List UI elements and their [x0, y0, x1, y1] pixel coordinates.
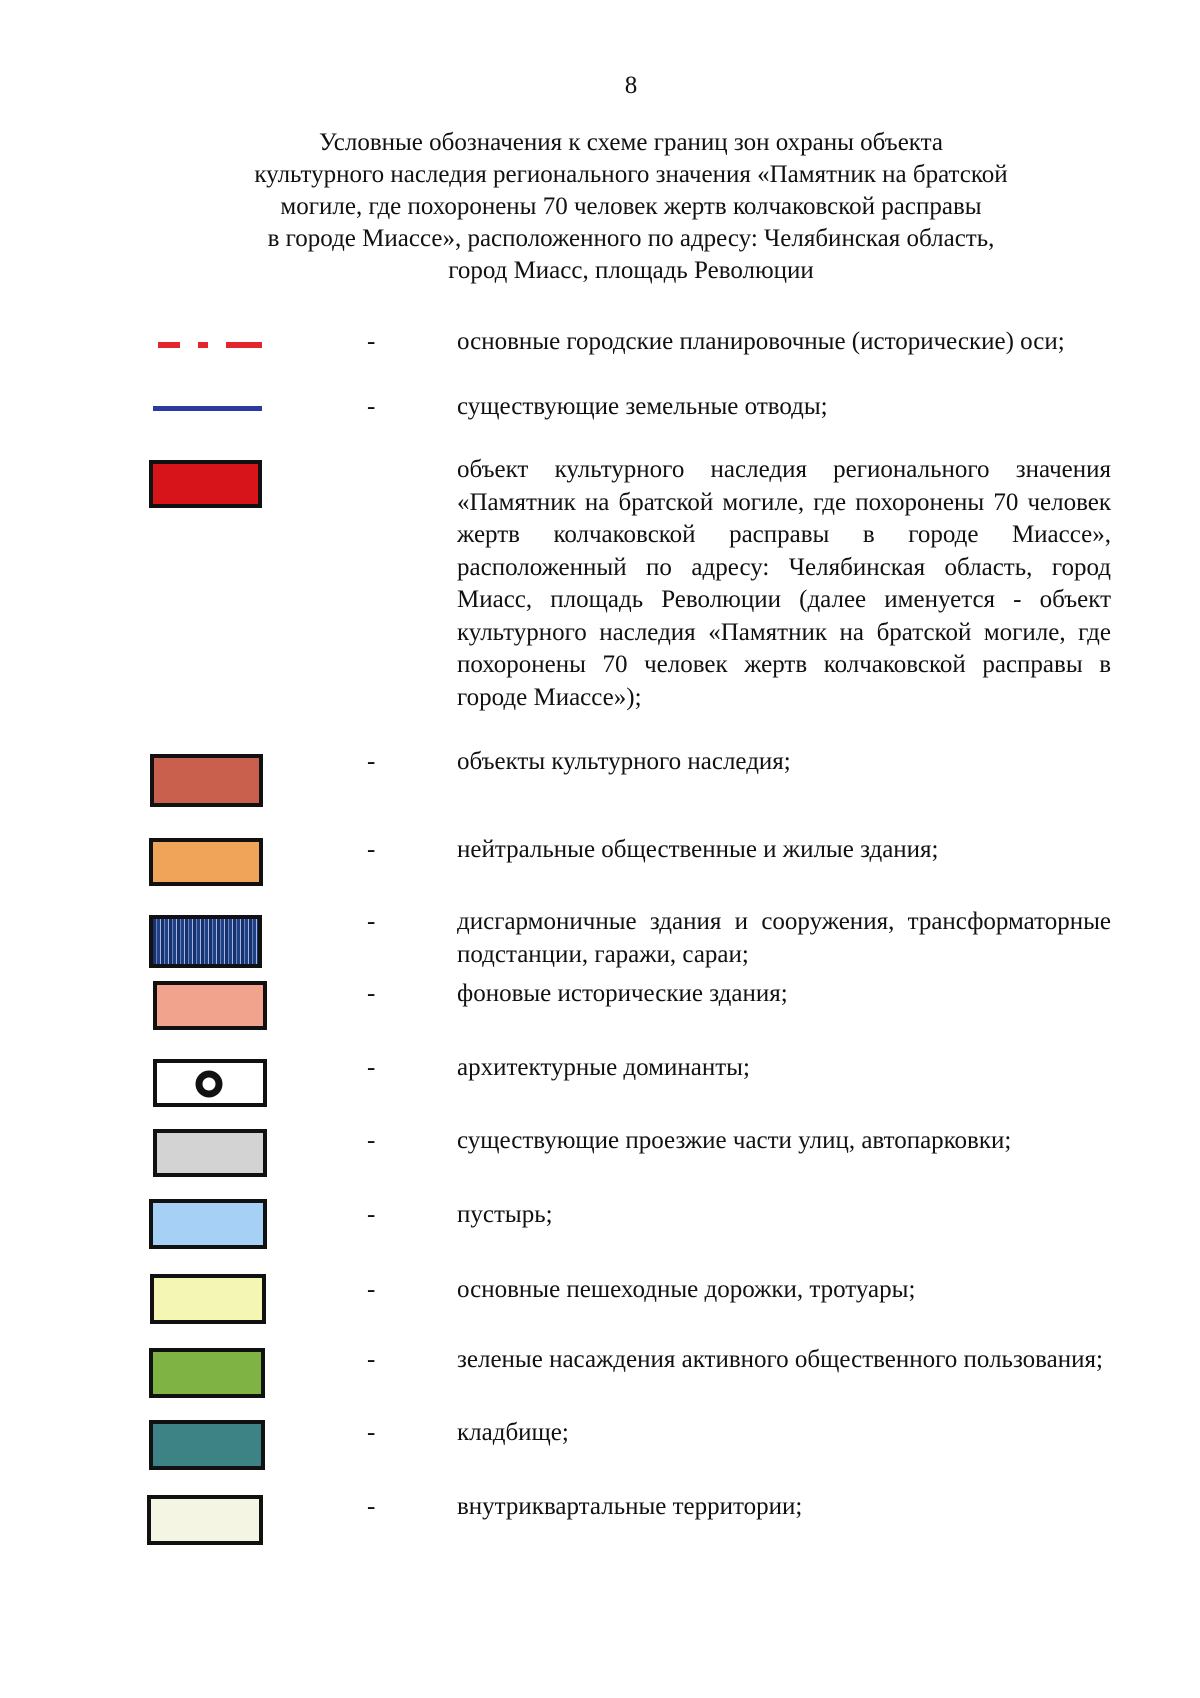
page-number: 8 [624, 72, 638, 99]
dominant-box-symbol [153, 1059, 267, 1107]
separator-dash: - [367, 1054, 376, 1081]
legend-text: основные городские планировочные (исторические) оси; [457, 328, 1065, 355]
legend-text: зеленые насаждения активного общественного пользования; [457, 1346, 1103, 1373]
title-line: Условные обозначения к схеме границ зон охраны объекта [319, 129, 943, 156]
separator-dash: - [367, 1493, 376, 1520]
title-line: город Миасс, площадь Революции [448, 257, 814, 284]
separator-dash: - [367, 1201, 376, 1228]
circle-icon [194, 1069, 224, 1099]
legend-text: фоновые исторические здания; [457, 980, 788, 1007]
legend-text: нейтральные общественные и жилые здания; [457, 836, 939, 863]
light-blue-box-symbol [149, 1199, 267, 1249]
light-yellow-box-symbol [150, 1274, 266, 1324]
separator-dash: - [367, 1127, 376, 1154]
separator-dash: - [367, 328, 376, 355]
orange-box-symbol [149, 838, 263, 886]
legend-text: пустырь; [457, 1201, 553, 1228]
legend-text: основные пешеходные дорожки, тротуары; [457, 1276, 916, 1303]
separator-dash: - [367, 1419, 376, 1446]
green-box-symbol [149, 1348, 265, 1398]
title-line: могиле, где похоронены 70 человек жертв колчаковской расправы [280, 193, 982, 220]
cream-box-symbol [147, 1495, 263, 1545]
teal-box-symbol [149, 1420, 265, 1470]
brick-box-symbol [150, 754, 263, 807]
legend-text: внутриквартальные территории; [457, 1493, 803, 1520]
separator-dash: - [367, 393, 376, 420]
separator-dash: - [367, 748, 376, 775]
blue-striped-box-symbol [149, 915, 262, 968]
blue-line-symbol [153, 406, 262, 411]
legend-text: архитектурные доминанты; [457, 1054, 750, 1081]
red-dash-dot-line-symbol [155, 340, 265, 350]
document-title [150, 127, 1112, 287]
legend-text: кладбище; [457, 1419, 569, 1446]
separator-dash: - [367, 908, 376, 935]
title-line: в городе Миассе», расположенного по адресу: Челябинская область, [267, 225, 995, 252]
legend-text: существующие проезжие части улиц, автопарковки; [457, 1127, 1012, 1154]
separator-dash: - [367, 1346, 376, 1373]
legend-text: объект культурного наследия регионального значения «Памятник на братской могиле, где похоронены 70 человек жертв колчаковской расправы в городе Миассе», расположенный по адресу: Челябинская область, город Миасс, площадь Революции (далее именуется - объект культурного наследия «Памятник на братской могиле, где похоронены 70 человек жертв колчаковской расправы в городе Миассе»); [457, 456, 1111, 711]
legend-text: существующие земельные отводы; [457, 393, 828, 420]
separator-dash: - [367, 836, 376, 863]
salmon-box-symbol [153, 981, 267, 1030]
title-line: культурного наследия регионального значения «Памятник на братской [254, 161, 1008, 188]
legend-text: объекты культурного наследия; [457, 748, 791, 775]
legend-text: дисгармоничные здания и сооружения, трансформаторные подстанции, гаражи, сараи; [457, 908, 1111, 968]
red-box-symbol [149, 460, 262, 508]
separator-dash: - [367, 980, 376, 1007]
gray-box-symbol [153, 1129, 267, 1177]
separator-dash: - [367, 1276, 376, 1303]
